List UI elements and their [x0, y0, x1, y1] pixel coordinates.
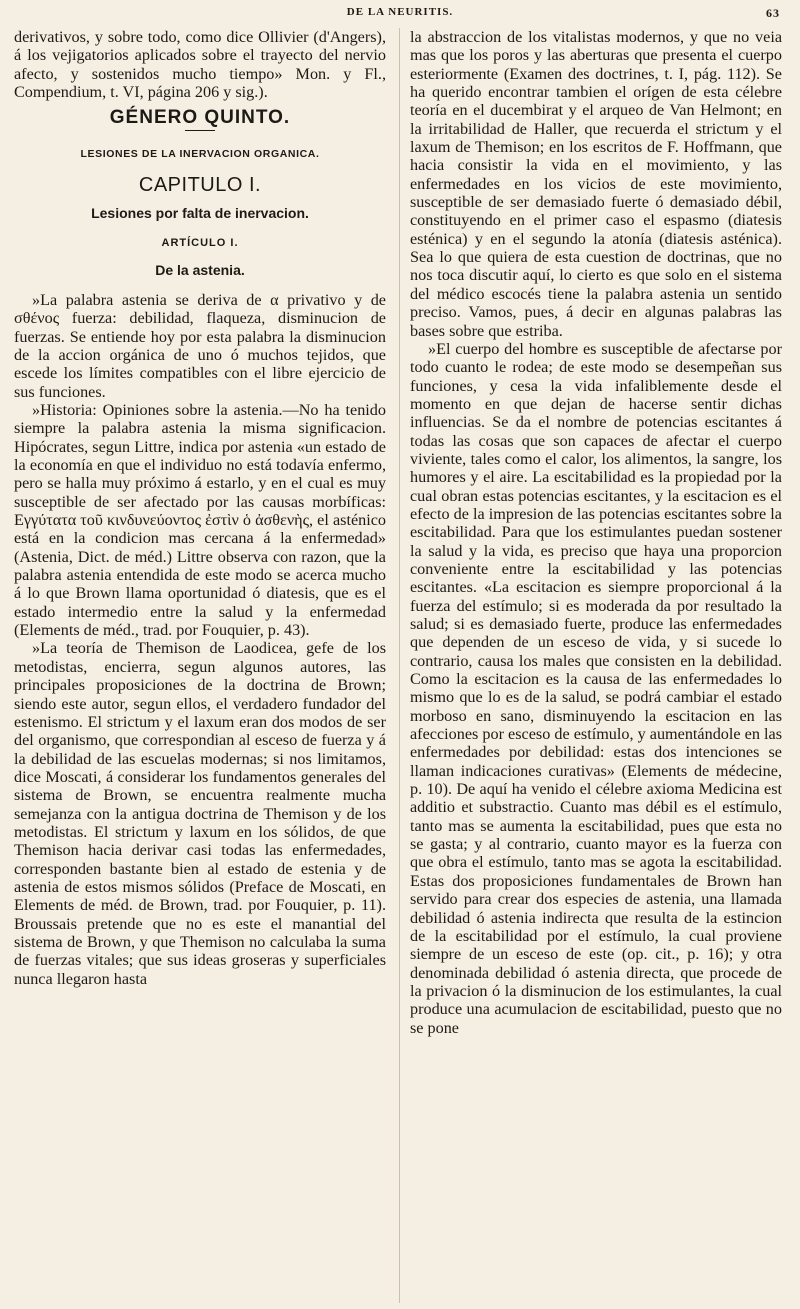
paragraph: la abstraccion de los vitalistas modernos, y que no veia mas que los poros y las aberturas que presenta el cuerpo esteriormente (Examen des doctrines, t. I, pág. 112). Se ha querido encontrar tambien el orígen de esta célebre teoría en el ducembirat y el arqueo de Van Helmont; en la irritabilidad de Haller, que recuerda el strictum y el laxum de Themison; en los escritos de F. Hoffmann, que hacia consistir la vida en el movimiento, y las enfermedades en los vicios de este movimiento, susceptible de ser demasiado fuerte ó demasiado débil, constituyendo en el primer caso el espasmo (diatesis esténica) y en el segundo la atonía (diatesis asténica). Sea lo que quiera de esta cuestion de doctrinas, que no nos toca discutir aquí, lo cierto es que solo en el sistema del médico escocés tiene la palabra astenia un sentido preciso. Vamos, pues, á decir en algunas palabras las bases sobre que estriba.	[410, 28, 782, 340]
page-header	[12, 6, 788, 24]
heading-rule	[185, 130, 215, 132]
paragraph: »La palabra astenia se deriva de α privativo y de σθένος fuerza: debilidad, flaqueza, disminucion de fuerzas. Se entiende hoy por esta palabra la disminucion de la accion orgánica de uno ó muchos tejidos, que escede los límites compatibles con el libre ejercicio de sus funciones.	[14, 290, 386, 401]
left-column	[14, 28, 386, 988]
section-heading: LESIONES DE LA INERVACION ORGANICA.	[80, 148, 320, 161]
paragraph: »El cuerpo del hombre es susceptible de afectarse por todo cuanto le rodea; de este modo se desempeñan sus funciones, y cesa la vida infaliblemente desde el momento en que dejan de hacerse sentir dichas influencias. Se da el nombre de potencias escitantes á todas las cosas que son capaces de afectar el cuerpo viviente, tales como el calor, los alimentos, la sangre, los humores y el aire. La escitabilidad es la propiedad por la cual obran estas potencias escitantes, y la escitacion es el efecto de la impresion de las potencias escitantes sobre la escitabilidad. Para que los estimulantes puedan sostener la salud y la vida, es preciso que haya una proporcion conveniente entre la escitabilidad y las potencias escitantes. «La escitacion es siempre proporcional á la fuerza del estímulo; si es moderada da por resultado la salud; si es demasiado fuerte, produce las enfermedades que dependen de un esceso de vida, y si sucede lo contrario, causa los males que consisten en la debilidad. Como la escitacion es la causa de las enfermedades lo mismo que lo es de la salud, se podrá cambiar el estado morboso en sano, disminuyendo la escitacion en las afecciones por esceso de estímulo, y aumentándole en las enfermedades por debilidad: estas dos intenciones se llaman indicaciones curativas» (Elements de médecine, p. 10). De aquí ha venido el célebre axioma Medicina est additio et substractio. Cuanto mas débil es el estímulo, tanto mas se aumenta la escitabilidad, pues que esta no se gasta; y al contrario, cuanto mayor es la fuerza con que obra el estímulo, tanto mas se agota la escitabilidad. Estas dos proposiciones fundamentales de Brown han servido para crear dos especies de astenia, una llamada debilidad ó astenia indirecta que resulta de la estincion de la escitabilidad por el estímulo, la cual proviene siempre de un esceso de este (op. cit., p. 16); y otra denominada debilidad ó astenia directa, que procede de la privacion ó la disminucion de los estimulantes, la cual produce una acumulacion de escitabilidad, puesto que no se pone	[410, 339, 782, 1037]
paragraph: »Historia: Opiniones sobre la astenia.—No ha tenido siempre la palabra astenia la misma significacion. Hipócrates, segun Littre, indica por astenia «un estado de la economía en que el individuo no está todavía enfermo, pero se halla muy próximo á estarlo, y en el cual es muy susceptible de ser afectado por las causas morbíficas: Εγγύτατα τοῦ κινδυνεύοντος ἐστὶν ὁ ἀσθενὴς, el asténico está en la condicion mas cercana á la enfermedad» (Astenia, Dict. de méd.) Littre observa con razon, que la palabra astenia entendida de este modo se acerca mucho á lo que Brown llama oportunidad ó diatesis, que es el estado intermedio entre la salud y la enfermedad (Elements de méd., trad. por Fouquier, p. 43).	[14, 401, 386, 640]
genus-heading: GÉNERO QUINTO.	[109, 107, 291, 129]
paragraph: derivativos, y sobre todo, como dice Ollivier (d'Angers), á los vejigatorios aplicados sobre el trayecto del nervio afecto, y sostenidos mucho tiempo» Mon. y Fl., Compendium, t. VI, página 206 y sig.).	[14, 28, 386, 102]
article-heading: ARTÍCULO I.	[161, 237, 239, 250]
chapter-heading: CAPITULO I.	[138, 173, 262, 196]
chapter-subtitle: Lesiones por falta de inervacion.	[91, 204, 309, 221]
right-column	[410, 28, 782, 1037]
article-title: De la astenia.	[155, 261, 245, 278]
page-number: 63	[766, 6, 780, 20]
column-divider	[399, 28, 400, 1303]
running-title: DE LA NEURITIS.	[346, 6, 454, 18]
paragraph: »La teoría de Themison de Laodicea, gefe de los metodistas, encierra, segun algunos autores, las principales proposiciones de la doctrina de Brown; siendo este autor, segun ellos, el verdadero fundador del estenismo. El strictum y el laxum eran dos modos de ser del organismo, que correspondian al esceso de fuerza y á la debilidad de las escuelas modernas; si nos limitamos, dice Moscati, á considerar los fundamentos generales del sistema de Brown, se encuentra realmente mucha semejanza con la antigua doctrina de Themison y de los metodistas. El strictum y laxum en los sólidos, de que Themison hacia derivar casi todas las enfermedades, corresponden bastante bien al estado de estenia y de astenia de estos mismos sólidos (Preface de Moscati, en Elements de méd. de Brown, trad. por Fouquier, p. 11). Broussais pretende que no es este el manantial del sistema de Brown, y que Themison no calculaba la suma de fuerzas vitales; que sus ideas groseras y superficiales nunca llegaron hasta	[14, 639, 386, 988]
